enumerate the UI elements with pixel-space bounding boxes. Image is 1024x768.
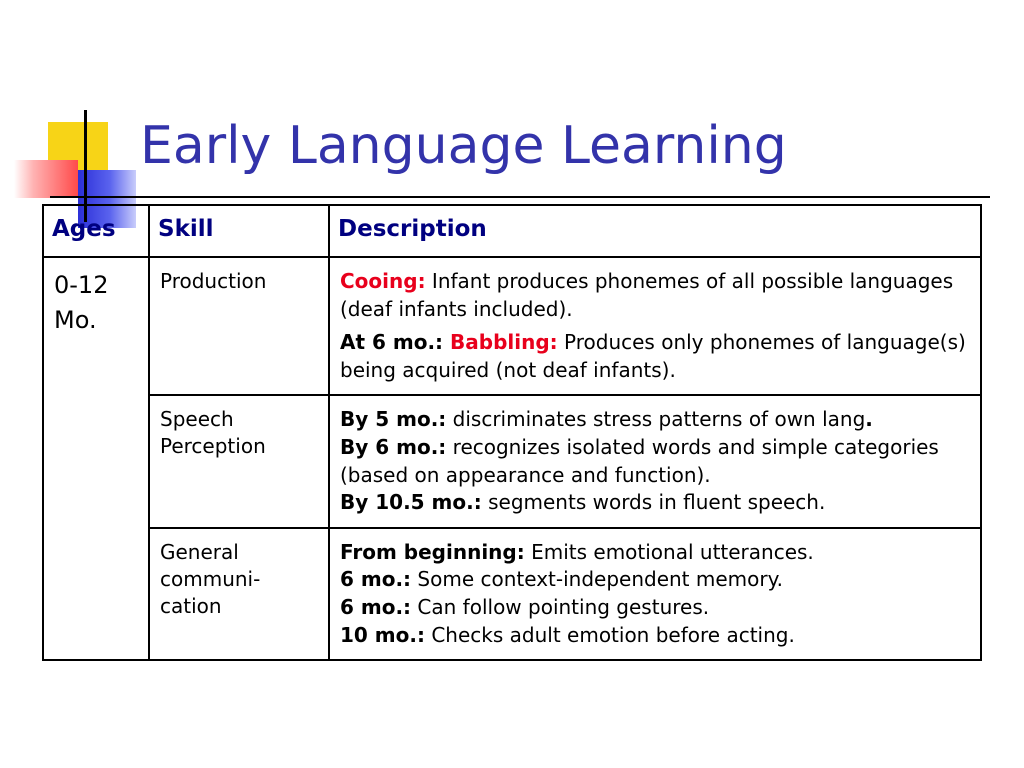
skill-cell: General communi-cation <box>149 528 329 660</box>
skill-cell: Speech Perception <box>149 395 329 527</box>
age-cell <box>43 257 149 660</box>
horizontal-rule <box>50 196 990 198</box>
age-unit: Mo. <box>54 305 97 334</box>
description-entry <box>340 539 970 567</box>
description-cell <box>329 395 981 527</box>
entry-label: At 6 mo.: <box>340 330 444 355</box>
skill-cell: Production <box>149 257 329 395</box>
description-entry <box>340 329 970 384</box>
description-entry <box>340 622 970 650</box>
description-cell <box>329 257 981 395</box>
description-entry <box>340 489 970 517</box>
entry-label: 6 mo.: <box>340 594 412 619</box>
entry-text: Produces only phonemes of language(s) being acquired (not deaf infants). <box>340 330 966 382</box>
entry-text: recognizes isolated words and simple categories (based on appearance and function). <box>340 434 939 487</box>
entry-text: Checks adult emotion before acting. <box>424 622 795 647</box>
header-ages: Ages <box>43 205 149 257</box>
entry-label: By 10.5 mo.: <box>340 490 482 515</box>
table-row <box>43 528 981 660</box>
entry-label: 6 mo.: <box>340 567 412 592</box>
table-header-row <box>43 205 981 257</box>
description-entry <box>340 434 970 489</box>
entry-text: Emits emotional utterances. <box>524 539 814 564</box>
entry-label: By 6 mo.: <box>340 434 447 459</box>
entry-suffix: . <box>865 407 873 432</box>
description-entry <box>340 594 970 622</box>
description-entry <box>340 566 970 594</box>
table-row <box>43 395 981 527</box>
entry-label: Cooing: <box>340 269 426 293</box>
age-range: 0-12 <box>54 271 109 299</box>
entry-text: Infant produces phonemes of all possible languages (deaf infants included). <box>340 269 954 321</box>
entry-text: discriminates stress patterns of own lang <box>446 407 866 432</box>
header-skill: Skill <box>149 205 329 257</box>
header-description: Description <box>329 205 981 257</box>
entry-text: Some context-independent memory. <box>411 567 783 592</box>
entry-label: 10 mo.: <box>340 622 425 647</box>
description-entry <box>340 268 970 323</box>
entry-label-highlight: Babbling: <box>443 330 558 355</box>
red-bar-shape <box>14 160 78 198</box>
slide-title: Early Language Learning <box>140 116 787 176</box>
description-entry <box>340 406 970 434</box>
language-table <box>42 204 982 661</box>
entry-text: segments words in fluent speech. <box>481 490 826 515</box>
description-cell <box>329 528 981 660</box>
entry-text: Can follow pointing gestures. <box>411 594 710 619</box>
table-row <box>43 257 981 395</box>
entry-label: From beginning: <box>340 539 525 564</box>
entry-label: By 5 mo.: <box>340 407 447 432</box>
